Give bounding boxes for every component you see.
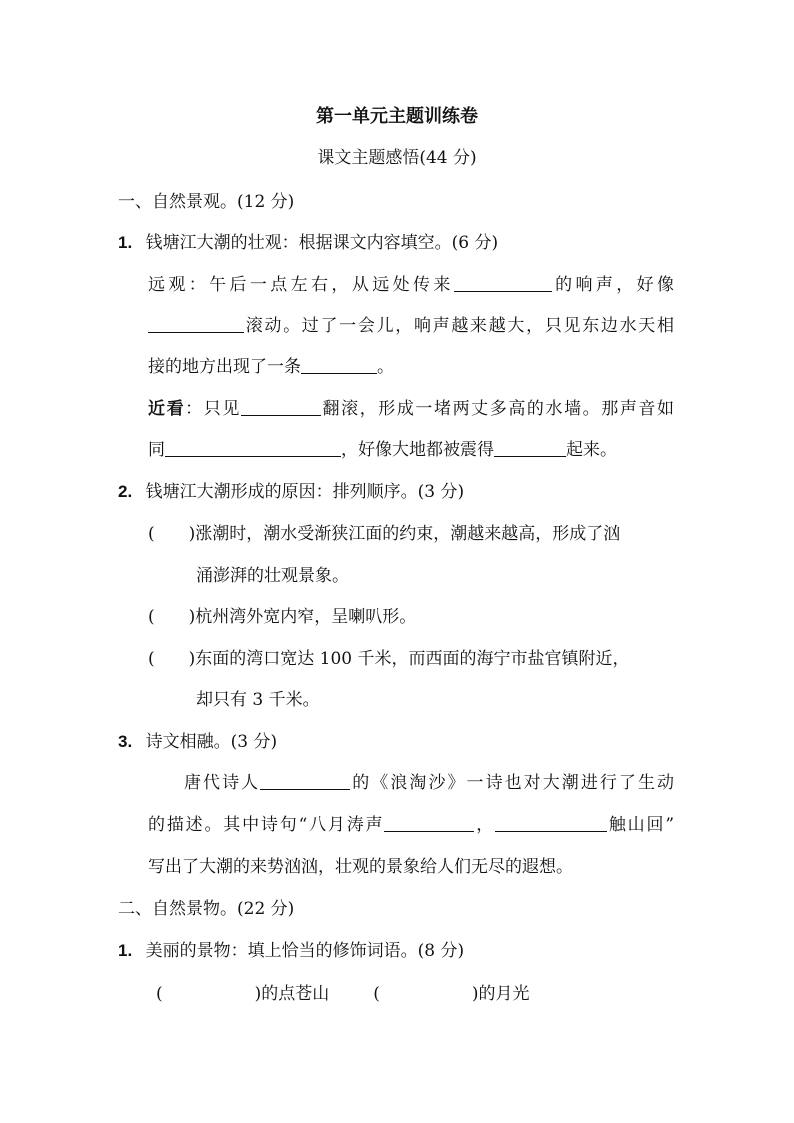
blank-poem-line-2[interactable] [495,813,607,832]
page-subtitle: 课文主题感悟(44 分) [317,148,477,168]
s1-q2-item-3 [148,647,630,671]
s1-q1-far-line-2 [148,314,674,338]
s1-q2-number: 2. [118,482,133,501]
near-text-2b: ，好像大地都被震得 [341,440,494,460]
s1-q2-item-2-text: )杭州湾外宽内窄，呈喇叭形。 [188,607,417,627]
blank-far-rolling[interactable] [148,314,244,333]
blank-poet[interactable] [260,771,350,790]
far-text-1b: 的响声，好像 [551,275,675,295]
blank-poem-line-1[interactable] [384,813,474,832]
far-text-3b: 。 [377,357,394,377]
s1-q1-far-line-3 [148,355,394,379]
near-text-1a: ：只见 [185,399,241,419]
s1-q2-item-2 [148,605,416,629]
answer-paren-open[interactable]: ( [148,649,155,669]
s1-q3-stem [118,730,277,754]
blank-near-shake[interactable] [494,438,566,457]
s1-q3-number: 3. [118,732,133,751]
far-text-1a: ：午后一点左右，从远处传来 [188,275,454,295]
near-text-2c: 起来。 [566,440,617,460]
near-label: 近看 [148,399,186,419]
s1-q3-text-2b: ， [474,815,496,835]
s1-q3-line-1 [184,771,674,795]
blank-far-line[interactable] [301,355,377,374]
s2-q1-stem [118,939,464,963]
section-2-heading: 二、自然景物。(22 分) [118,899,295,919]
s1-q2-stem [118,480,464,504]
s1-q2-item-1-cont: 涌澎湃的壮观景象。 [196,566,349,586]
s1-q3-stem-text: 诗文相融。(3 分) [145,732,278,752]
s1-q3-line-2 [148,813,674,837]
s1-q1-stem [118,231,498,255]
near-text-1b: 翻滚，形成一堵两丈多高的水墙。那声音如 [320,399,675,419]
s1-q3-text-1b: 的《浪淘沙》一诗也对大潮进行了生动 [350,773,675,793]
s2-q1-items [156,982,530,1006]
answer-paren-open[interactable]: ( [156,984,163,1004]
s2-q1-item-1: )的点苍山 [254,984,330,1004]
near-text-2a: 同 [148,440,165,460]
far-label: 远观 [148,275,189,295]
far-text-3a: 接的地方出现了一条 [148,357,301,377]
blank-far-sound[interactable] [454,273,552,292]
section-1-heading: 一、自然景观。(12 分) [118,192,295,212]
s1-q3-text-2c: 触山回” [607,815,675,835]
s2-q1-item-2: )的月光 [471,984,530,1004]
far-text-2: 滚动。过了一会儿，响声越来越大，只见东边水天相 [244,316,674,336]
s1-q2-item-1-text: )涨潮时，潮水受渐狭江面的约束，潮越来越高，形成了汹 [188,524,621,544]
page-title: 第一单元主题训练卷 [316,106,478,127]
s1-q3-text-1a: 唐代诗人 [184,773,261,793]
answer-paren-open[interactable]: ( [373,984,380,1004]
s1-q2-stem-text: 钱塘江大潮形成的原因：排列顺序。(3 分) [145,482,465,502]
answer-paren-open[interactable]: ( [148,524,155,544]
s1-q2-item-3-text: )东面的湾口宽达 100 千米，而西面的海宁市盐官镇附近， [188,649,630,669]
blank-near-sound[interactable] [165,438,341,457]
blank-near-rolling[interactable] [241,397,321,416]
s2-q1-stem-text: 美丽的景物：填上恰当的修饰词语。(8 分) [145,941,465,961]
s1-q3-line-3: 写出了大潮的来势汹汹，壮观的景象给人们无尽的遐想。 [148,857,573,877]
s1-q1-stem-text: 钱塘江大潮的壮观：根据课文内容填空。(6 分) [145,233,499,253]
s2-q1-number: 1. [118,941,133,960]
s1-q1-far-line-1 [148,273,674,297]
answer-paren-open[interactable]: ( [148,607,155,627]
s1-q1-near-line-2 [148,438,617,462]
s1-q1-number: 1. [118,233,133,252]
s1-q1-near-line-1 [148,397,674,421]
s1-q3-text-2a: 的描述。其中诗句“八月涛声 [148,815,385,835]
s1-q2-item-1 [148,522,620,546]
s1-q2-item-3-cont: 却只有 3 千米。 [196,690,320,710]
